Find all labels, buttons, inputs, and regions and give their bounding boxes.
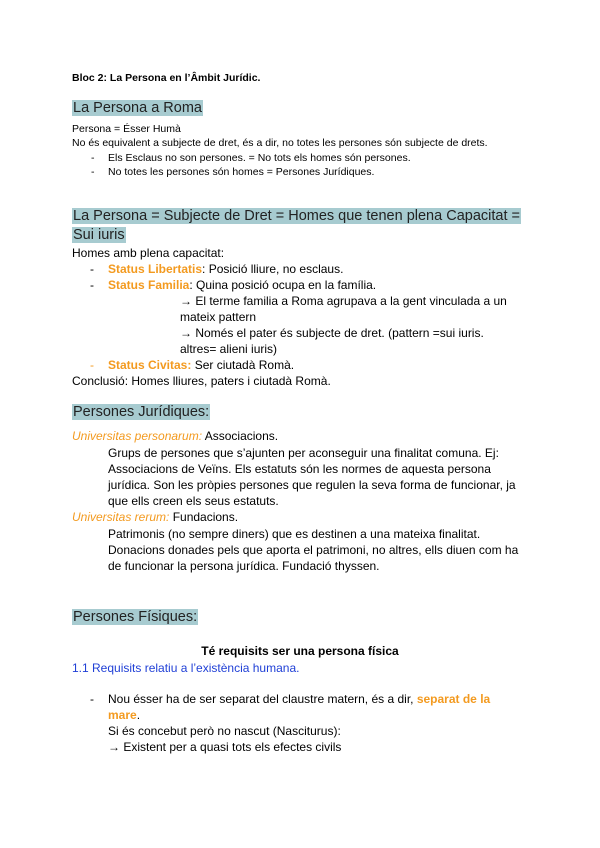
paragraph-line: jurídica. Son les pròpies persones que regulen la seva forma de funcionar, ja: [108, 478, 516, 492]
section-heading-subjecte-dret: La Persona = Subjecte de Dret = Homes que tenen plena Capacitat =: [73, 208, 520, 224]
paragraph-line: Associacions de Veïns. Els estatuts són les normes de aquesta persona: [108, 462, 491, 476]
document-title: Bloc 2: La Persona en l’Âmbit Jurídic.: [72, 72, 261, 84]
note-line: → El terme familia a Roma agrupava a la gent vinculada a un: [180, 294, 507, 308]
status-desc: : Quina posició ocupa en la família.: [189, 278, 377, 292]
bullet-dash: -: [90, 278, 94, 292]
nasciturus-line: Si és concebut però no nascut (Nasciturus):: [108, 724, 341, 738]
status-civitas-item: [108, 358, 294, 372]
status-term: Status Civitas:: [108, 358, 192, 372]
intro-line: Homes amb plena capacitat:: [72, 246, 225, 260]
explanation-line: No és equivalent a subjecte de dret, és a dir, no totes les persones són subjecte de drets.: [72, 137, 488, 149]
bullet-dash: -: [91, 166, 95, 178]
center-title: Té requisits ser una persona física: [201, 644, 399, 658]
requirement-line: [108, 692, 490, 706]
requirement-emphasis: separat de la: [416, 692, 491, 706]
note-line: → Només el pater és subjecte de dret. (pattern =sui iuris.: [180, 326, 484, 340]
definition-line: Persona = Ésser Humà: [72, 123, 181, 135]
bullet-dash: -: [91, 152, 95, 164]
list-item: No totes les persones són homes = Persones Jurídiques.: [108, 166, 375, 178]
requirement-end: .: [136, 708, 141, 722]
requirement-emphasis: mare: [108, 708, 137, 722]
bullet-dash: -: [90, 262, 94, 276]
bullet-dash: -: [90, 692, 94, 706]
section-heading-sui-iuris: Sui iuris: [73, 227, 125, 243]
latin-term: Universitas personarum:: [72, 429, 203, 443]
status-libertatis-item: [108, 262, 343, 276]
section-heading-persones-fisiques: Persones Físiques:: [73, 609, 198, 625]
list-item: Els Esclaus no son persones. = No tots els homes són persones.: [108, 152, 411, 164]
section-heading-persones-juridiques: Persones Jurídiques:: [73, 404, 210, 420]
bullet-dash: -: [90, 358, 94, 372]
note-line: altres= alieni iuris): [180, 342, 278, 356]
status-desc: : Posició lliure, no esclaus.: [202, 262, 344, 276]
paragraph-line: que ells creen els seus estatuts.: [108, 494, 279, 508]
paragraph-line: de funcionar la persona jurídica. Fundació thyssen.: [108, 559, 380, 573]
subsection-heading: 1.1 Requisits relatiu a l’existència humana.: [72, 661, 300, 675]
paragraph-line: Donacions donades pels que aporta el patrimoni, no altres, ells diuen com ha: [108, 543, 519, 557]
requirement-line-cont: [108, 708, 140, 722]
note-line: mateix pattern: [180, 310, 257, 324]
requirement-text: Nou ésser ha de ser separat del claustre matern, és a dir,: [108, 692, 417, 706]
status-desc: Ser ciutadà Romà.: [191, 358, 295, 372]
effects-line: → Existent per a quasi tots els efectes civils: [108, 740, 342, 754]
universitas-rerum-line: [72, 510, 238, 524]
status-term: Status Libertatis: [108, 262, 203, 276]
status-familia-item: [108, 278, 376, 292]
conclusion-line: Conclusió: Homes lliures, paters i ciutadà Romà.: [72, 374, 331, 388]
universitas-personarum-line: [72, 429, 278, 443]
latin-term: Universitas rerum:: [72, 510, 170, 524]
paragraph-line: Grups de persones que s’ajunten per aconseguir una finalitat comuna. Ej:: [108, 446, 499, 460]
paragraph-line: Patrimonis (no sempre diners) que es destinen a una mateixa finalitat.: [108, 527, 481, 541]
term-desc: Associacions.: [202, 429, 279, 443]
status-term: Status Familia: [108, 278, 190, 292]
term-desc: Fundacions.: [169, 510, 239, 524]
section-heading-persona-roma: La Persona a Roma: [73, 100, 202, 116]
